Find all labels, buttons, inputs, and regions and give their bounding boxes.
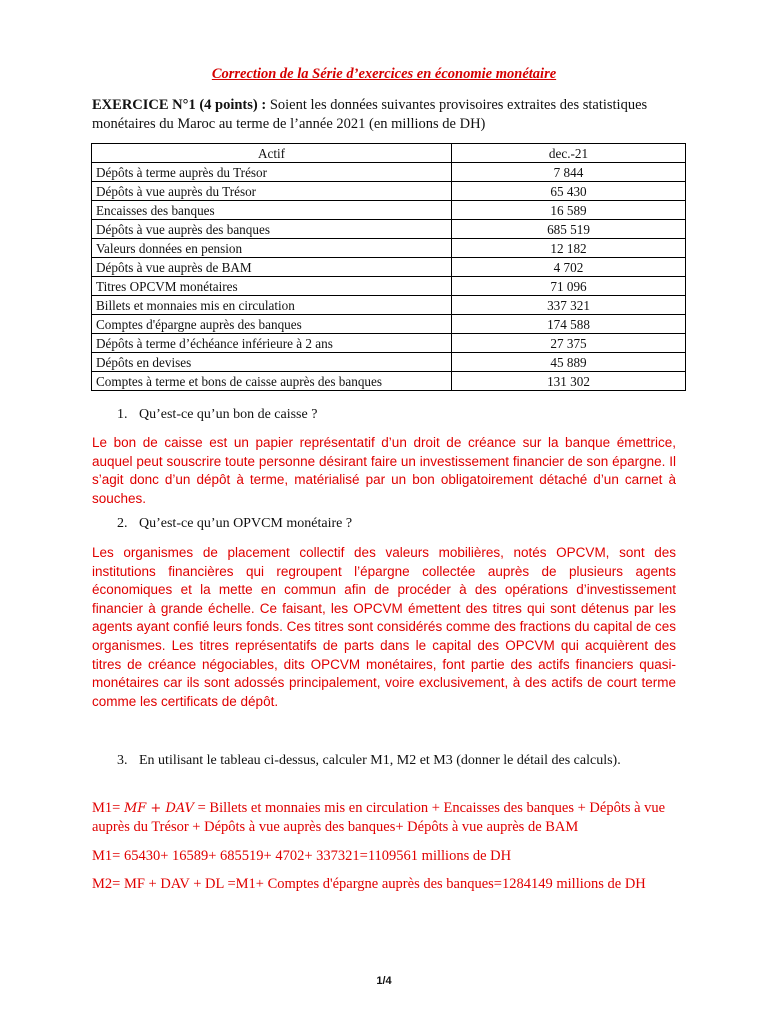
statistics-table (91, 143, 686, 391)
row-value: 16 589 (452, 201, 686, 220)
table-row (92, 277, 686, 296)
row-value: 685 519 (452, 220, 686, 239)
row-value: 27 375 (452, 334, 686, 353)
page-title: Correction de la Série d’exercices en économie monétaire (211, 66, 557, 82)
table-row (92, 372, 686, 391)
row-label: Titres OPCVM monétaires (92, 277, 452, 296)
table-row (92, 239, 686, 258)
row-value: 71 096 (452, 277, 686, 296)
m1-definition (92, 799, 682, 837)
row-value: 174 588 (452, 315, 686, 334)
row-label: Comptes à terme et bons de caisse auprès des banques (92, 372, 452, 391)
page-number: 1/4 (376, 975, 392, 987)
table-row (92, 315, 686, 334)
question-2 (117, 516, 352, 532)
exercise-label: EXERCICE N°1 (4 points) : (92, 97, 267, 113)
row-label: Comptes d'épargne auprès des banques (92, 315, 452, 334)
question-1 (117, 407, 317, 423)
table-row (92, 296, 686, 315)
question-text: Qu’est-ce qu’un OPVCM monétaire ? (139, 516, 353, 531)
table-header-date: dec.-21 (452, 144, 686, 163)
row-value: 65 430 (452, 182, 686, 201)
table-header-row (92, 144, 686, 163)
row-label: Dépôts à vue auprès du Trésor (92, 182, 452, 201)
row-label: Valeurs données en pension (92, 239, 452, 258)
table-row (92, 182, 686, 201)
m2-calculation: M2= MF + DAV + DL =M1+ Comptes d'épargne auprès des banques=1284149 millions de DH (92, 876, 646, 892)
row-value: 7 844 (452, 163, 686, 182)
m1-prefix: M1= (92, 800, 124, 816)
table-row (92, 163, 686, 182)
m1-definition-rest: = Billets et monnaies mis en circulation + Encaisses des banques + Dépôts à vue auprès du Trésor + Dépôts à vue auprès des banques+ Dépôts à vue auprès de BAM (92, 800, 666, 835)
question-number: 1. (117, 407, 128, 422)
row-value: 4 702 (452, 258, 686, 277)
question-number: 2. (117, 516, 128, 531)
question-text: En utilisant le tableau ci-dessus, calculer M1, M2 et M3 (donner le détail des calculs). (139, 753, 621, 768)
question-text: Qu’est-ce qu’un bon de caisse ? (139, 407, 318, 422)
row-value: 12 182 (452, 239, 686, 258)
question-number: 3. (117, 753, 128, 768)
row-label: Billets et monnaies mis en circulation (92, 296, 452, 315)
answer-1: Le bon de caisse est un papier représentatif d’un droit de créance sur la banque émettrice, auquel peut souscrire toute personne désirant faire un investissement financier de son épargne. Il s’agit donc d’un dépôt à terme, matérialisé par un bon obligatoirement détaché d’un carnet à souches. (92, 435, 676, 506)
row-label: Dépôts à vue auprès des banques (92, 220, 452, 239)
table-row (92, 258, 686, 277)
table-row (92, 220, 686, 239)
m1-formula: MF + DAV (123, 801, 194, 816)
row-label: Encaisses des banques (92, 201, 452, 220)
question-3 (117, 753, 621, 769)
exercise-intro (92, 96, 692, 134)
table-header-actif: Actif (92, 144, 452, 163)
answer-2: Les organismes de placement collectif des valeurs mobilières, notés OPCVM, sont des institutions financières qui regroupent l’épargne collectée auprès de plusieurs agents économiques et la mette en commun afin de procéder à des opérations d’investissement financier à grande échelle. Ce faisant, les OPCVM émettent des titres qui sont détenus par les agents ayant confié leurs fonds. Ces titres sont considérés comme des fractions du capital de ces organismes. Les titres représentatifs de parts dans le capital des OPCVM qui acquièrent des titres de créance négociables, dits OPCVM monétaires, font partie des actifs financiers quasi-monétaires car ils sont adossés principalement, voire exclusivement, à des actifs de court terme comme les certificats de dépôt. (92, 545, 676, 709)
row-label: Dépôts en devises (92, 353, 452, 372)
table-row (92, 353, 686, 372)
row-value: 45 889 (452, 353, 686, 372)
row-value: 337 321 (452, 296, 686, 315)
row-label: Dépôts à terme auprès du Trésor (92, 163, 452, 182)
row-label: Dépôts à terme d’échéance inférieure à 2 ans (92, 334, 452, 353)
table-row (92, 334, 686, 353)
m1-calculation: M1= 65430+ 16589+ 685519+ 4702+ 337321=1109561 millions de DH (92, 848, 512, 864)
row-value: 131 302 (452, 372, 686, 391)
table-row (92, 201, 686, 220)
exercise-intro-text: Soient les données suivantes provisoires extraites des statistiques monétaires du Maroc au terme de l’année 2021 (en millions de DH) (92, 97, 648, 132)
row-label: Dépôts à vue auprès de BAM (92, 258, 452, 277)
